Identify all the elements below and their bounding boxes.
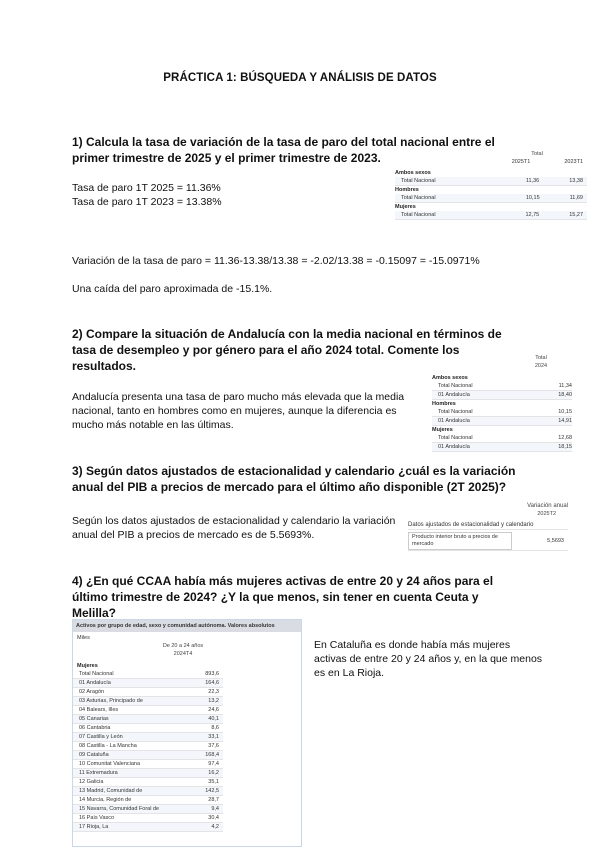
table-row bbox=[73, 751, 223, 760]
q4-table-banner: Activos por grupo de edad, sexo y comunidad autónoma. Valores absolutos bbox=[73, 620, 301, 632]
q4-row-label: 10 Comunitat Valenciana bbox=[79, 761, 141, 767]
q4-row-label: 09 Cataluña bbox=[79, 752, 109, 758]
q1-rate-2025: Tasa de paro 1T 2025 = 11.36% bbox=[72, 182, 221, 194]
table-row bbox=[73, 814, 223, 823]
q4-cell: 9,4 bbox=[211, 806, 219, 812]
q4-cell: 97,4 bbox=[208, 761, 219, 767]
q4-sec: Mujeres bbox=[77, 663, 98, 669]
q1-cell: 10,15 bbox=[525, 195, 540, 201]
q4-row-label: 04 Balears, Illes bbox=[79, 707, 119, 713]
table-row bbox=[73, 796, 223, 805]
q2-row-label: 01 Andalucía bbox=[438, 444, 470, 450]
q4-table-unit: Miles bbox=[77, 635, 90, 641]
q3-answer: Según los datos ajustados de estacionalidad y calendario la variación anual del PIB a precios de mercado es de 5.5693%. bbox=[72, 515, 396, 541]
table-row bbox=[73, 823, 223, 832]
q4-row-label: 05 Canarias bbox=[79, 716, 109, 722]
table-row bbox=[73, 715, 223, 724]
q1-col-1: 2025T1 bbox=[511, 159, 531, 165]
q1-row-label: Total Nacional bbox=[401, 212, 436, 218]
q4-row-label: Total Nacional bbox=[79, 671, 114, 677]
q1-table bbox=[395, 150, 587, 220]
q4-cell: 142,5 bbox=[205, 788, 219, 794]
table-row bbox=[73, 778, 223, 787]
q4-row-label: 02 Aragón bbox=[79, 689, 105, 695]
q4-cell: 22,3 bbox=[208, 689, 219, 695]
q4-table bbox=[72, 619, 302, 847]
q1-cell: 12,75 bbox=[525, 212, 540, 218]
q4-answer: En Cataluña es donde había más mujeres activas de entre 20 y 24 años y, en la que menos es en La Rioja. bbox=[314, 639, 543, 679]
q4-cell: 37,6 bbox=[208, 743, 219, 749]
q4-cell: 16,2 bbox=[208, 770, 219, 776]
q4-row-label: 13 Madrid, Comunidad de bbox=[79, 788, 143, 794]
q4-cell: 24,6 bbox=[208, 707, 219, 713]
q3-row-label: Producto interior bruto a precios de mercado bbox=[408, 532, 512, 550]
table-row bbox=[73, 733, 223, 742]
q3-table-group: Variación anual bbox=[527, 503, 568, 509]
q1-cell: 15,27 bbox=[569, 212, 583, 218]
q4-row-label: 17 Rioja, La bbox=[79, 824, 109, 830]
table-row bbox=[73, 706, 223, 715]
q1-sec-2: Hombres bbox=[395, 187, 419, 193]
q1-cell: 11,69 bbox=[569, 195, 583, 201]
q1-calculation: Variación de la tasa de paro = 11.36-13.38/13.38 = -2.02/13.38 = -0.15097 = -15.0971% bbox=[72, 255, 480, 267]
q2-table bbox=[432, 354, 572, 452]
table-row bbox=[73, 679, 223, 688]
table-row bbox=[73, 769, 223, 778]
q4-table-group: De 20 a 24 años bbox=[162, 643, 204, 649]
q3-table-sub: Datos ajustados de estacionalidad y calendario bbox=[408, 521, 568, 530]
q4-row-label: 03 Asturias, Principado de bbox=[79, 698, 143, 704]
q4-row-label: 14 Murcia, Región de bbox=[79, 797, 132, 803]
question-2: 2) Compare la situación de Andalucía con la media nacional en términos de tasa de desempleo y por género para el año 2024 total. Comente los resultados. bbox=[72, 327, 502, 373]
q4-cell: 13,2 bbox=[208, 698, 219, 704]
q2-table-col: 2024 bbox=[534, 363, 548, 369]
q4-cell: 35,1 bbox=[208, 779, 219, 785]
question-3: 3) Según datos ajustados de estacionalidad y calendario ¿cuál es la variación anual del PIB a precios de mercado para el último año disponible (2T 2025)? bbox=[72, 464, 516, 494]
table-row bbox=[73, 787, 223, 796]
q2-table-group: Total bbox=[535, 355, 547, 361]
q4-row-label: 08 Castilla - La Mancha bbox=[79, 743, 137, 749]
question-1: 1) Calcula la tasa de variación de la tasa de paro del total nacional entre el primer trimestre de 2025 y el primer trimestre de 2023. bbox=[72, 135, 495, 165]
q1-sec-1: Ambos sexos bbox=[395, 170, 431, 176]
q2-row-label: Total Nacional bbox=[438, 409, 473, 415]
q1-sec-3: Mujeres bbox=[395, 204, 416, 210]
q2-sec: Mujeres bbox=[432, 427, 453, 433]
table-row bbox=[73, 688, 223, 697]
q2-row-label: Total Nacional bbox=[438, 435, 473, 441]
q1-cell: 11,36 bbox=[525, 178, 540, 184]
q4-row-label: 06 Cantabria bbox=[79, 725, 111, 731]
q2-cell: 18,40 bbox=[558, 392, 572, 398]
q4-cell: 4,2 bbox=[211, 824, 219, 830]
q2-cell: 14,91 bbox=[558, 418, 572, 424]
q4-row-label: 15 Navarra, Comunidad Foral de bbox=[79, 806, 160, 812]
q2-sec: Ambos sexos bbox=[432, 375, 468, 381]
q4-cell: 8,6 bbox=[211, 725, 219, 731]
q4-cell: 168,4 bbox=[205, 752, 219, 758]
q1-rate-2023: Tasa de paro 1T 2023 = 13.38% bbox=[72, 196, 222, 208]
question-4: 4) ¿En qué CCAA había más mujeres activas de entre 20 y 24 años para el último trimestre de 2024? ¿Y la que menos, sin tener en cuenta Ceuta y Melilla? bbox=[72, 574, 494, 620]
q4-cell: 164,6 bbox=[205, 680, 219, 686]
q4-row-label: 01 Andalucía bbox=[79, 680, 111, 686]
q4-row-label: 07 Castilla y León bbox=[79, 734, 123, 740]
table-row bbox=[73, 760, 223, 769]
q1-row-label: Total Nacional bbox=[401, 195, 436, 201]
q2-sec: Hombres bbox=[432, 401, 456, 407]
q4-table-col: 2024T4 bbox=[173, 651, 193, 657]
q2-cell: 18,15 bbox=[558, 444, 572, 450]
q4-row-label: 11 Extremadura bbox=[79, 770, 118, 776]
table-row bbox=[73, 724, 223, 733]
q4-cell: 40,1 bbox=[208, 716, 219, 722]
q1-conclusion: Una caída del paro aproximada de -15.1%. bbox=[72, 283, 273, 295]
q3-table bbox=[408, 502, 568, 551]
q4-rows bbox=[73, 670, 301, 832]
q3-table-col: 2025T2 bbox=[537, 511, 556, 517]
table-row bbox=[73, 742, 223, 751]
q4-cell: 33,1 bbox=[208, 734, 219, 740]
q2-row-label: Total Nacional bbox=[438, 383, 473, 389]
table-row bbox=[73, 697, 223, 706]
q1-table-group: Total bbox=[531, 151, 543, 157]
table-row bbox=[73, 670, 223, 679]
q4-cell: 893,6 bbox=[205, 671, 219, 677]
q2-row-label: 01 Andalucía bbox=[438, 392, 470, 398]
q4-cell: 28,7 bbox=[208, 797, 219, 803]
q2-cell: 12,68 bbox=[558, 435, 572, 441]
page-title: PRÁCTICA 1: BÚSQUEDA Y ANÁLISIS DE DATOS bbox=[163, 72, 437, 84]
q2-cell: 10,15 bbox=[558, 409, 572, 415]
q4-cell: 30,4 bbox=[208, 815, 219, 821]
q4-row-label: 12 Galicia bbox=[79, 779, 104, 785]
q4-row-label: 16 País Vasco bbox=[79, 815, 115, 821]
q1-col-2: 2023T1 bbox=[564, 159, 583, 165]
q2-answer: Andalucía presenta una tasa de paro mucho más elevada que la media nacional, tanto en hombres como en mujeres, aunque la diferencia es mucho más notable en las últimas. bbox=[72, 391, 405, 431]
table-row bbox=[73, 805, 223, 814]
q3-cell: 5,5693 bbox=[547, 538, 564, 544]
q1-row-label: Total Nacional bbox=[401, 178, 436, 184]
q1-cell: 13,38 bbox=[569, 178, 583, 184]
q2-cell: 11,34 bbox=[558, 383, 572, 389]
q2-row-label: 01 Andalucía bbox=[438, 418, 470, 424]
